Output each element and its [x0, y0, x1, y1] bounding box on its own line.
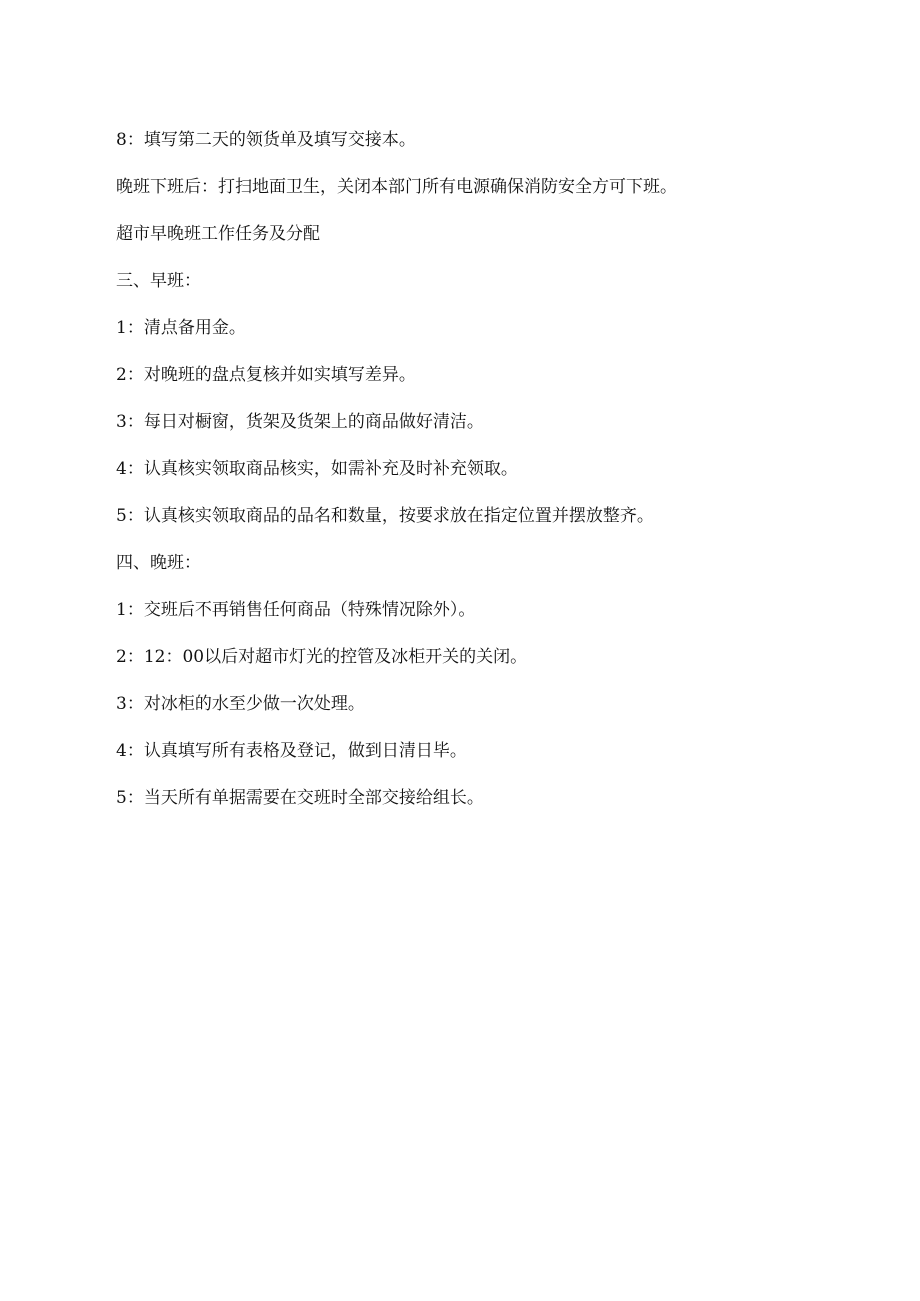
list-item: 4：认真填写所有表格及登记，做到日清日毕。: [116, 741, 467, 761]
list-item: 2：12：00以后对超市灯光的控管及冰柜开关的关闭。: [116, 647, 528, 667]
list-item: 1：清点备用金。: [116, 318, 246, 338]
list-item: 3：每日对橱窗，货架及货架上的商品做好清洁。: [116, 412, 484, 432]
list-item: 3：对冰柜的水至少做一次处理。: [116, 694, 365, 714]
paragraph-line: 8：填写第二天的领货单及填写交接本。: [116, 130, 416, 150]
list-item: 1：交班后不再销售任何商品（特殊情况除外）。: [116, 600, 476, 620]
section-heading-morning: 三、早班：: [116, 271, 201, 291]
section-title: 超市早晚班工作任务及分配: [116, 224, 320, 244]
list-item: 4：认真核实领取商品核实，如需补充及时补充领取。: [116, 459, 518, 479]
paragraph-line: 晚班下班后：打扫地面卫生，关闭本部门所有电源确保消防安全方可下班。: [116, 177, 677, 197]
document-body: [116, 125, 816, 830]
list-item: 2：对晚班的盘点复核并如实填写差异。: [116, 365, 416, 385]
list-item: 5：认真核实领取商品的品名和数量，按要求放在指定位置并摆放整齐。: [116, 506, 654, 526]
section-heading-evening: 四、晚班：: [116, 553, 201, 573]
list-item: 5：当天所有单据需要在交班时全部交接给组长。: [116, 788, 484, 808]
